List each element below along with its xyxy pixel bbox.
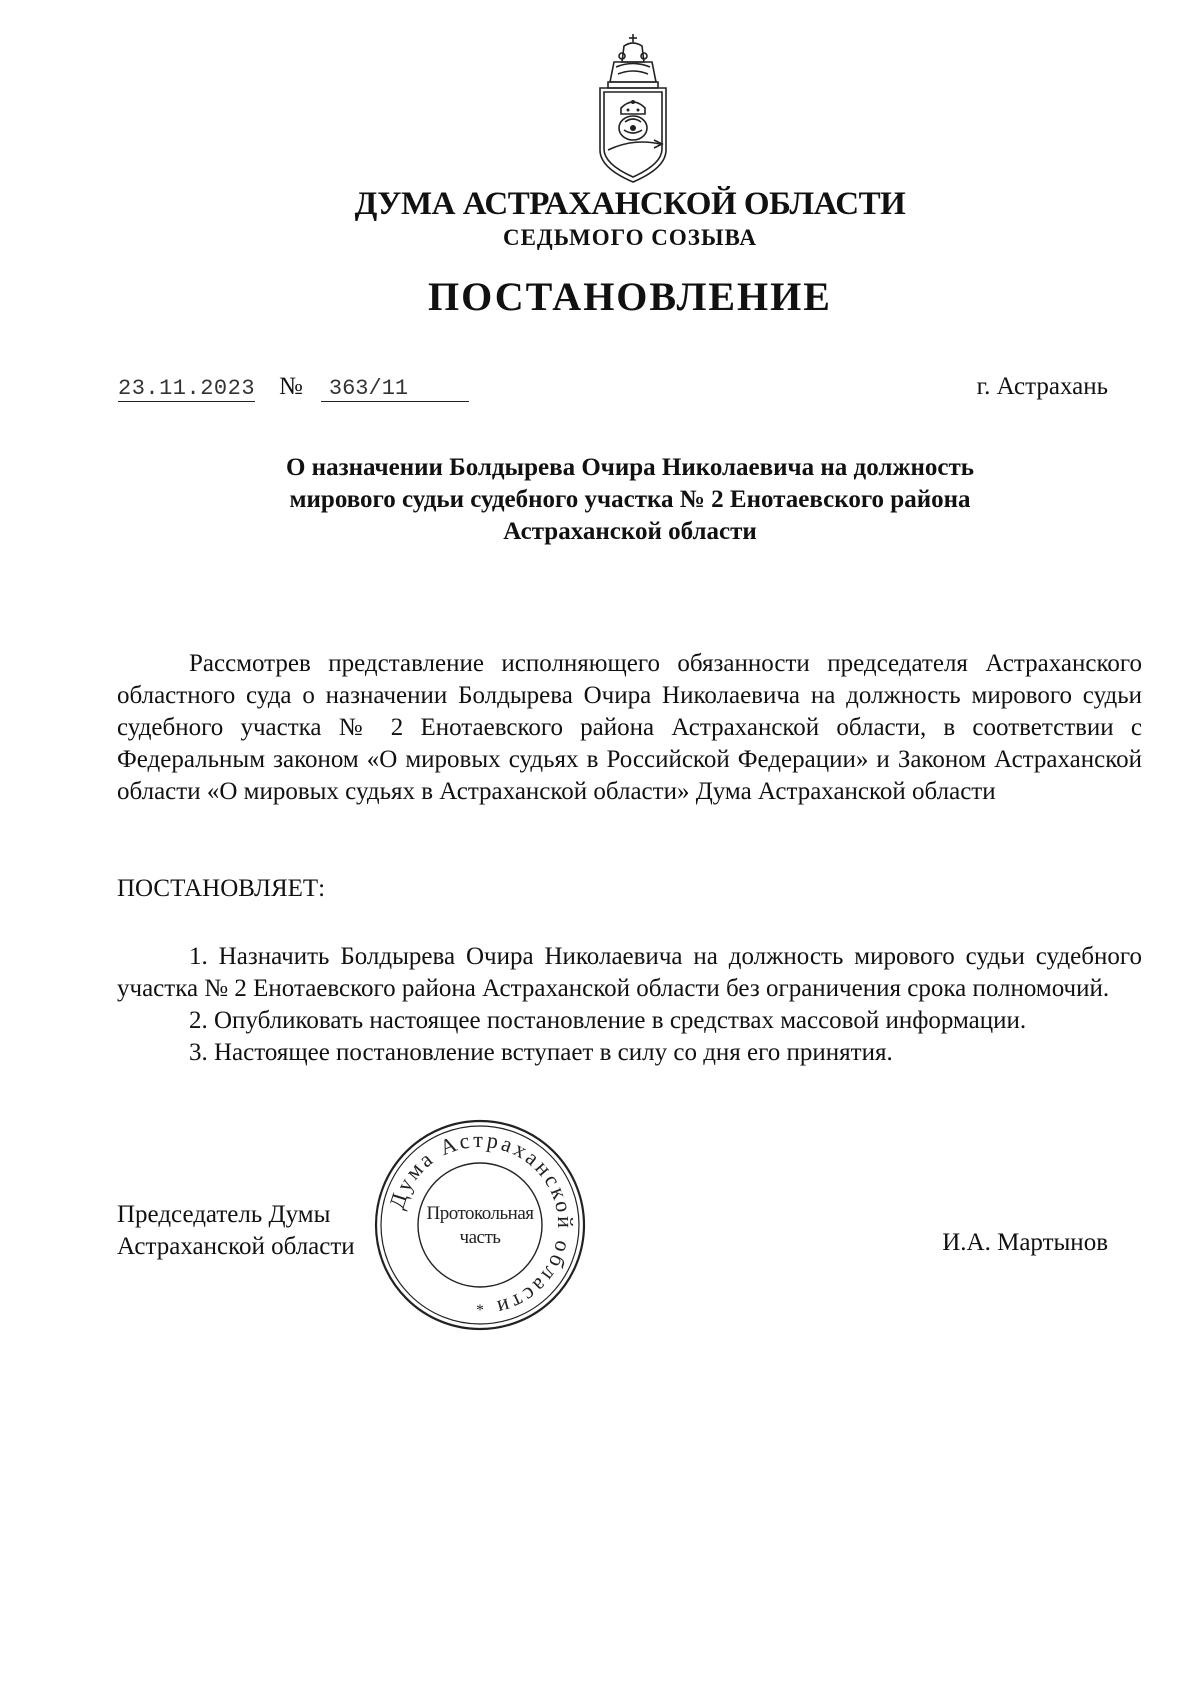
resolution-items [117, 941, 1142, 1069]
resolves-heading: ПОСТАНОВЛЯЕТ: [117, 875, 326, 902]
date-number-line [118, 373, 469, 402]
document-subject [180, 452, 1080, 548]
subject-line: мирового судьи судебного участка № 2 Енотаевского района [289, 486, 971, 513]
stamp-center-text [405, 1202, 555, 1250]
document-date: 23.11.2023 [118, 376, 256, 401]
number-sign: № [279, 373, 303, 400]
stamp-ring-text: Дума Астраханской области [383, 1126, 579, 1322]
subject-line: Астраханской области [503, 518, 757, 545]
subject-line: О назначении Болдырева Очира Николаевича на должность [285, 454, 975, 481]
preamble-paragraph: Рассмотрев представление исполняющего обязанности председателя Астраханского областного суда о назначении Болдырева Очира Николаевича на должность мирового судьи судебного участка № 2 Енотаевского района Астраханской области, в соответствии с Федеральным законом «О мировых судьях в Российской Федерации» и Законом Астраханской области «О мировых судьях в Астраханской области» Дума Астраханской области [117, 650, 1142, 805]
document-number: 363/11 [321, 376, 469, 402]
city-label: г. Астрахань [976, 373, 1108, 400]
resolution-item: 1. Назначить Болдырева Очира Николаевича на должность мирового судьи судебного участка № 2 Енотаевского района Астраханской области без ограничения срока полномочий. [117, 943, 1142, 1002]
resolution-item: 2. Опубликовать настоящее постановление в средствах массовой информации. [189, 1007, 1027, 1034]
signatory-position-line: Председатель Думы [117, 1201, 331, 1228]
signatory-position-line: Астраханской области [117, 1233, 355, 1260]
stamp-center-line: часть [459, 1227, 501, 1248]
stamp-center-line: Протокольная [426, 1203, 534, 1224]
organization-name: ДУМА АСТРАХАНСКОЙ ОБЛАСТИ [354, 186, 906, 222]
resolution-item: 3. Настоящее постановление вступает в силу со дня его принятия. [189, 1039, 893, 1066]
signatory-position [117, 1199, 355, 1263]
document-type-title: ПОСТАНОВЛЕНИЕ [428, 274, 832, 319]
coat-of-arms-icon [594, 32, 672, 184]
svg-text:*: * [476, 1302, 484, 1319]
convocation-label: СЕДЬМОГО СОЗЫВА [502, 225, 758, 250]
signatory-name: И.А. Мартынов [942, 1229, 1108, 1256]
